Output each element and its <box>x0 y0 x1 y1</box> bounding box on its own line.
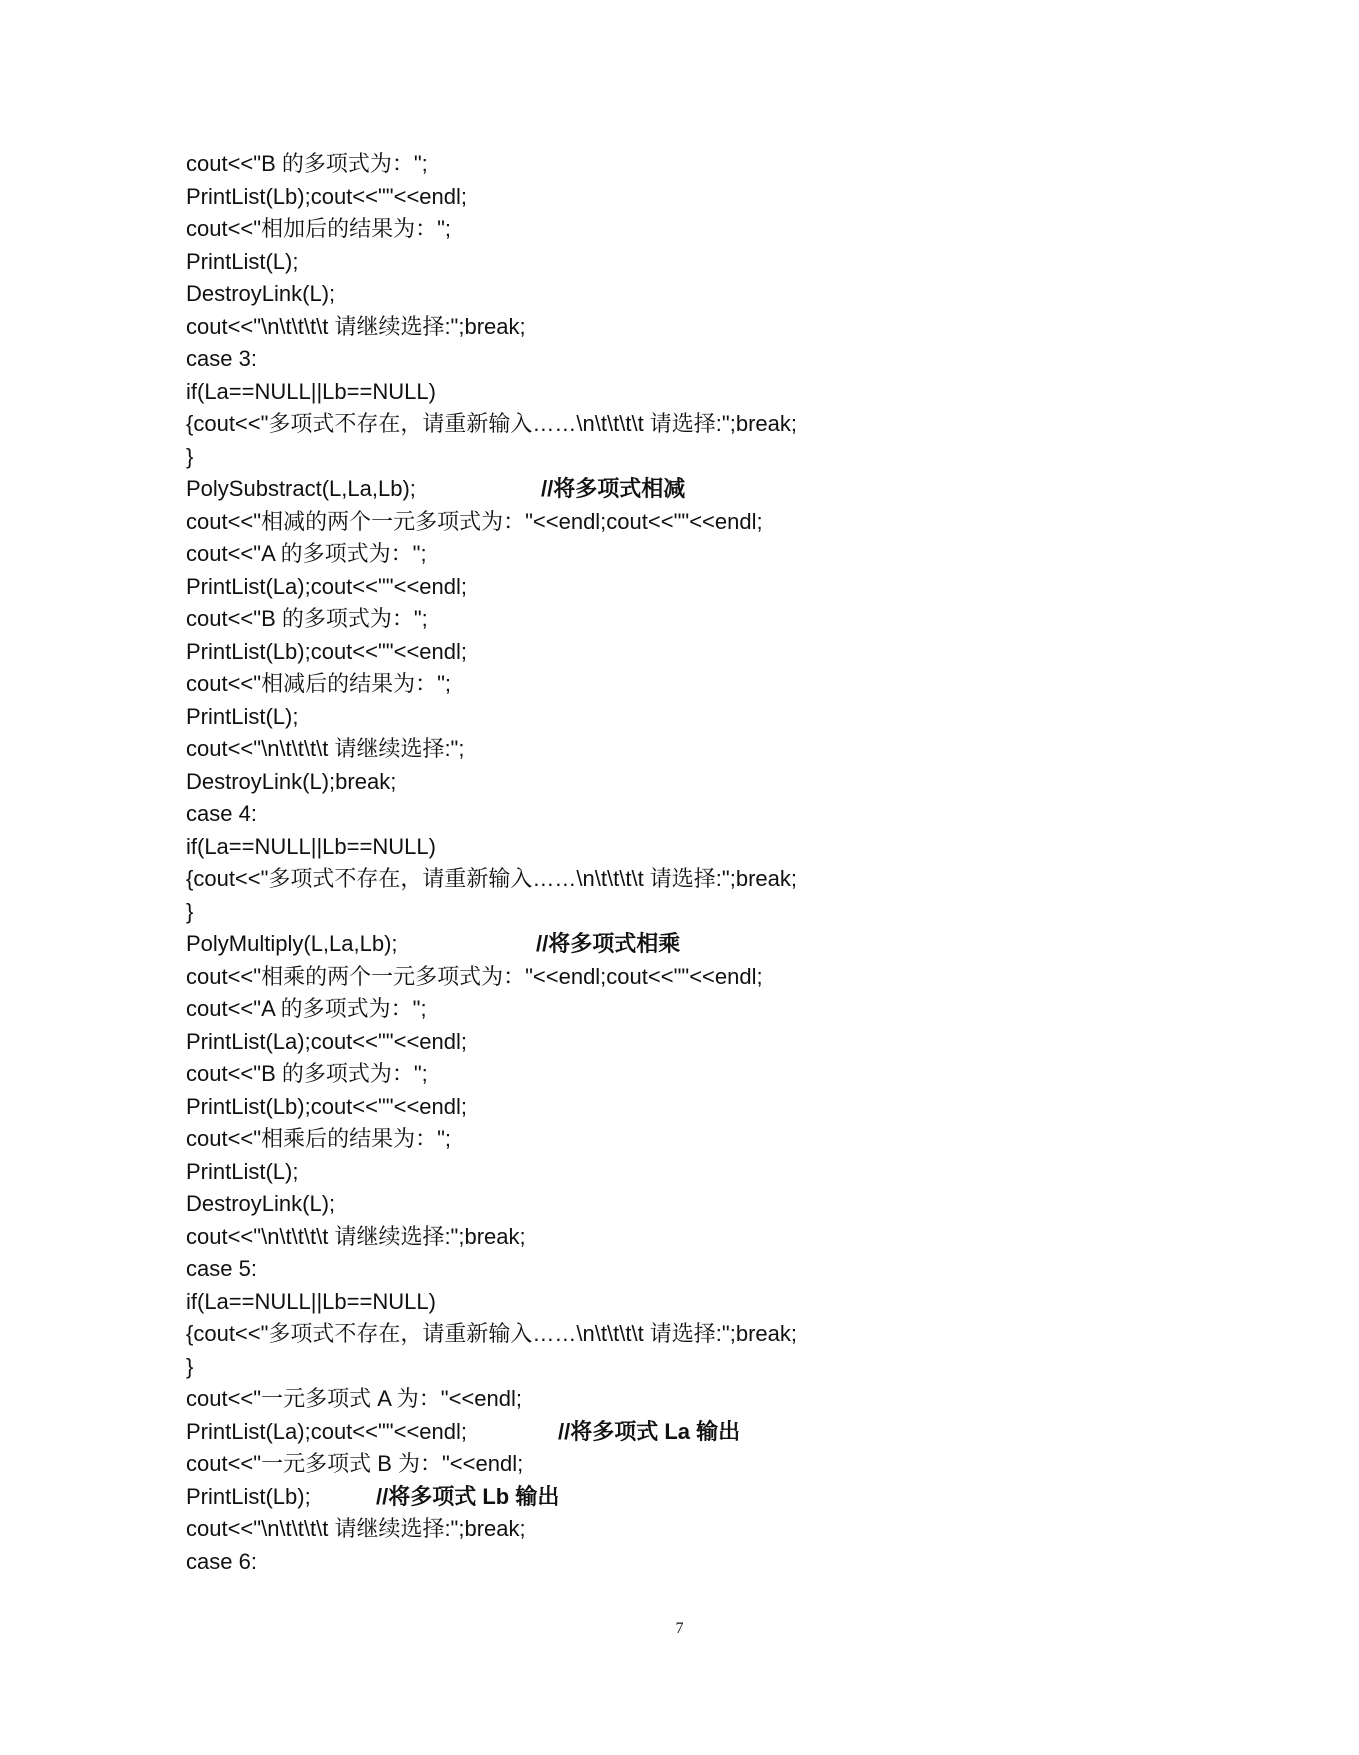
code-text: case 6: <box>186 1548 257 1574</box>
code-text: {cout<<"多项式不存在，请重新输入……\n\t\t\t\t 请选择:";break; <box>186 411 797 436</box>
code-text: PrintList(L); <box>186 248 299 274</box>
code-line <box>186 896 1186 929</box>
code-text: {cout<<"多项式不存在，请重新输入……\n\t\t\t\t 请选择:";break; <box>186 866 797 891</box>
code-line <box>186 701 1186 734</box>
code-text: cout<<"A 的多项式为："; <box>186 541 427 566</box>
code-comment: //将多项式相减 <box>541 476 686 501</box>
code-text: cout<<"B 的多项式为："; <box>186 606 428 631</box>
code-line <box>186 1546 1186 1579</box>
code-text: cout<<"一元多项式 B 为："<<endl; <box>186 1451 524 1476</box>
code-line <box>186 831 1186 864</box>
code-text: cout<<"相减后的结果为："; <box>186 671 452 696</box>
code-line <box>186 1026 1186 1059</box>
code-text: PolyMultiply(L,La,Lb); <box>186 931 398 956</box>
code-line <box>186 1351 1186 1384</box>
code-text: PolySubstract(L,La,Lb); <box>186 476 416 501</box>
code-line <box>186 148 1186 181</box>
code-line <box>186 1481 1186 1514</box>
code-text: case 4: <box>186 801 257 826</box>
code-line <box>186 1253 1186 1286</box>
code-line <box>186 636 1186 669</box>
code-text: if(La==NULL||Lb==NULL) <box>186 1288 436 1314</box>
code-line <box>186 766 1186 799</box>
code-text: cout<<"B 的多项式为："; <box>186 151 428 176</box>
code-line <box>186 343 1186 376</box>
code-text: DestroyLink(L);break; <box>186 768 397 794</box>
code-text: if(La==NULL||Lb==NULL) <box>186 378 436 404</box>
code-line <box>186 571 1186 604</box>
code-line <box>186 473 1186 506</box>
code-text: DestroyLink(L); <box>186 1191 336 1216</box>
code-text: case 3: <box>186 346 257 371</box>
code-comment: //将多项式 La 输出 <box>558 1418 741 1444</box>
code-line <box>186 376 1186 409</box>
code-text: PrintList(Lb);cout<<""<<endl; <box>186 638 468 664</box>
code-text: cout<<"A 的多项式为："; <box>186 996 427 1021</box>
code-text: cout<<"\n\t\t\t\t 请继续选择:";break; <box>186 1516 526 1541</box>
code-line <box>186 603 1186 636</box>
code-listing <box>186 148 1186 1578</box>
code-line <box>186 733 1186 766</box>
code-line <box>186 668 1186 701</box>
code-text: cout<<"B 的多项式为："; <box>186 1061 428 1086</box>
code-line <box>186 1513 1186 1546</box>
code-text: cout<<"相乘后的结果为："; <box>186 1126 452 1151</box>
code-text: cout<<"相加后的结果为："; <box>186 216 452 241</box>
code-text: } <box>186 443 194 469</box>
code-text: PrintList(La);cout<<""<<endl; <box>186 1418 468 1444</box>
code-line <box>186 1383 1186 1416</box>
code-text: PrintList(La);cout<<""<<endl; <box>186 1028 468 1054</box>
code-text: cout<<"相减的两个一元多项式为："<<endl;cout<<""<<endl; <box>186 508 763 534</box>
code-line <box>186 1156 1186 1189</box>
code-text: {cout<<"多项式不存在，请重新输入……\n\t\t\t\t 请选择:";break; <box>186 1321 797 1346</box>
code-comment: //将多项式 Lb 输出 <box>376 1483 560 1509</box>
code-line <box>186 798 1186 831</box>
code-line <box>186 863 1186 896</box>
code-text: cout<<"一元多项式 A 为："<<endl; <box>186 1386 522 1411</box>
code-text: PrintList(Lb);cout<<""<<endl; <box>186 183 468 209</box>
code-line <box>186 928 1186 961</box>
code-line <box>186 1188 1186 1221</box>
code-text: PrintList(L); <box>186 1158 299 1184</box>
code-line <box>186 961 1186 994</box>
code-line <box>186 311 1186 344</box>
code-text: cout<<"\n\t\t\t\t 请继续选择:";break; <box>186 1223 526 1249</box>
code-line <box>186 408 1186 441</box>
code-line <box>186 538 1186 571</box>
code-text: DestroyLink(L); <box>186 281 336 306</box>
code-text: PrintList(La);cout<<""<<endl; <box>186 573 468 599</box>
code-line <box>186 1448 1186 1481</box>
code-line <box>186 181 1186 214</box>
code-line <box>186 1123 1186 1156</box>
code-line <box>186 1318 1186 1351</box>
code-text: } <box>186 1353 194 1379</box>
code-line <box>186 213 1186 246</box>
code-line <box>186 1091 1186 1124</box>
code-text: if(La==NULL||Lb==NULL) <box>186 833 436 859</box>
page-number: 7 <box>675 1620 684 1637</box>
code-text: PrintList(Lb);cout<<""<<endl; <box>186 1093 468 1119</box>
code-text: cout<<"\n\t\t\t\t 请继续选择:";break; <box>186 313 526 339</box>
code-line <box>186 441 1186 474</box>
code-line <box>186 1286 1186 1319</box>
code-line <box>186 278 1186 311</box>
code-text: cout<<"\n\t\t\t\t 请继续选择:"; <box>186 736 465 761</box>
code-line <box>186 1221 1186 1254</box>
code-text: case 5: <box>186 1256 257 1281</box>
code-comment: //将多项式相乘 <box>536 931 681 956</box>
code-text: PrintList(L); <box>186 703 299 729</box>
code-text: } <box>186 898 194 924</box>
code-line <box>186 1416 1186 1449</box>
code-line <box>186 246 1186 279</box>
code-text: cout<<"相乘的两个一元多项式为："<<endl;cout<<""<<endl; <box>186 963 763 989</box>
code-line <box>186 506 1186 539</box>
code-line <box>186 993 1186 1026</box>
code-text: PrintList(Lb); <box>186 1483 311 1509</box>
code-line <box>186 1058 1186 1091</box>
